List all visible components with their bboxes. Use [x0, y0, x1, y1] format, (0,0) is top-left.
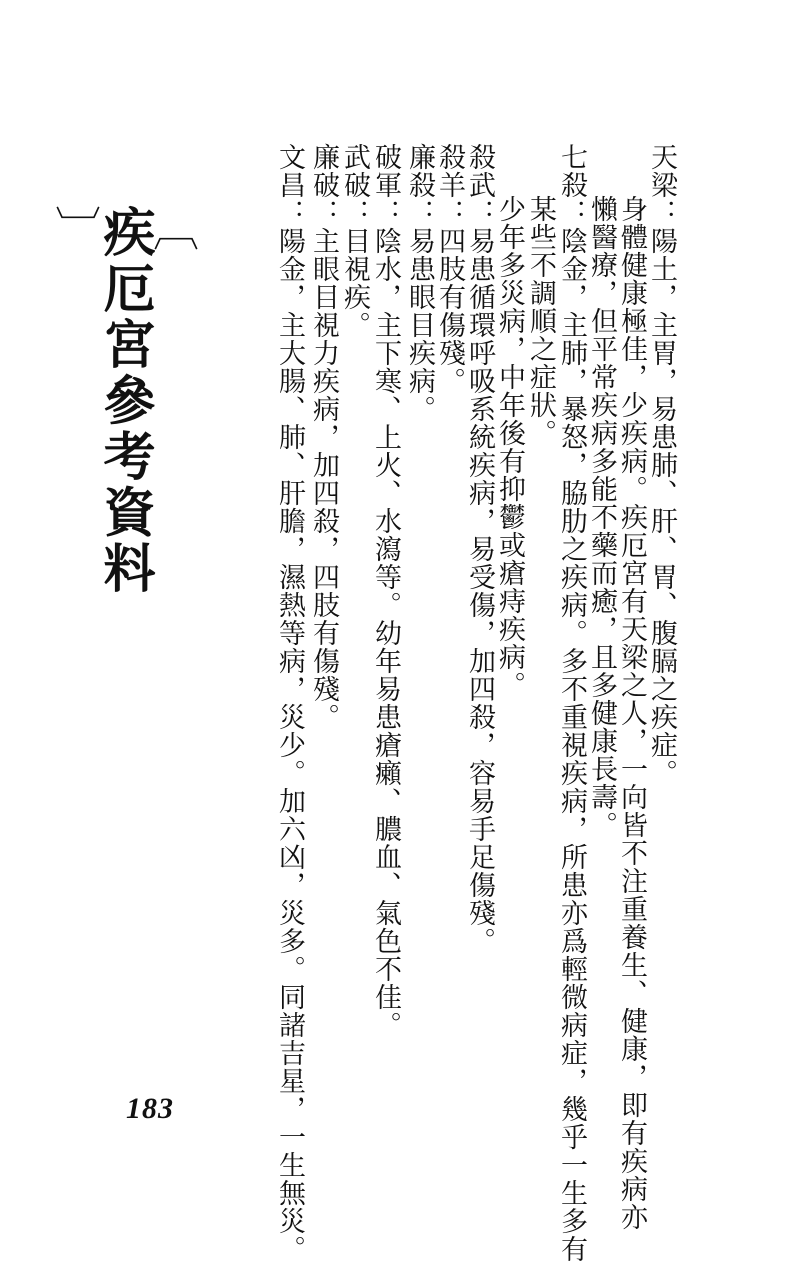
chapter-title: [48, 205, 200, 597]
text-column-qisha: 七殺：陰金，主肺，暴怒，脇肋之疾病。多不重視疾病，所患亦爲輕微病症，幾乎一生多有: [556, 143, 587, 1263]
text-column-tianliang-detail-2: 懶醫療，但平常疾病多能不藥而癒，且多健康長壽。: [586, 195, 617, 839]
text-column-wenchang: 文昌：陽金，主大腸、肺、肝膽，濕熱等病，災少。加六凶，災多。同諸吉星，一生無災。: [274, 143, 305, 1263]
text-column-wupo: 武破：目視疾。: [339, 143, 370, 339]
page-number: 183: [126, 1092, 174, 1125]
text-column-pojun: 破軍：陰水，主下寒、上火、水瀉等。幼年易患瘡癩、膿血、氣色不佳。: [370, 143, 401, 1039]
title-close-bracket: 〕: [48, 205, 102, 255]
title-open-bracket: 〔: [146, 205, 200, 255]
title-text: 疾厄宮參考資料: [94, 205, 155, 597]
text-column-tianliang-detail-1: 身體健康極佳，少疾病。疾厄宮有天梁之人，一向皆不注重養生、健康，即有疾病亦: [616, 195, 647, 1231]
text-column-shayang: 殺羊：四肢有傷殘。: [434, 143, 465, 395]
text-column-shawu: 殺武：易患循環呼吸系統疾病，易受傷，加四殺，容易手足傷殘。: [464, 143, 495, 955]
text-column-lianshua: 廉殺：易患眼目疾病。: [404, 143, 435, 423]
text-column-qisha-detail-1: 某些不調順之症狀。: [525, 195, 556, 447]
text-column-qisha-detail-2: 少年多災病，中年後有抑鬱或瘡痔疾病。: [494, 195, 525, 699]
text-column-lianpo: 廉破：主眼目視力疾病，加四殺，四肢有傷殘。: [308, 143, 339, 731]
text-column-tianliang: 天梁：陽土，主胃，易患肺、肝、胃、腹膈之疾症。: [646, 143, 677, 787]
